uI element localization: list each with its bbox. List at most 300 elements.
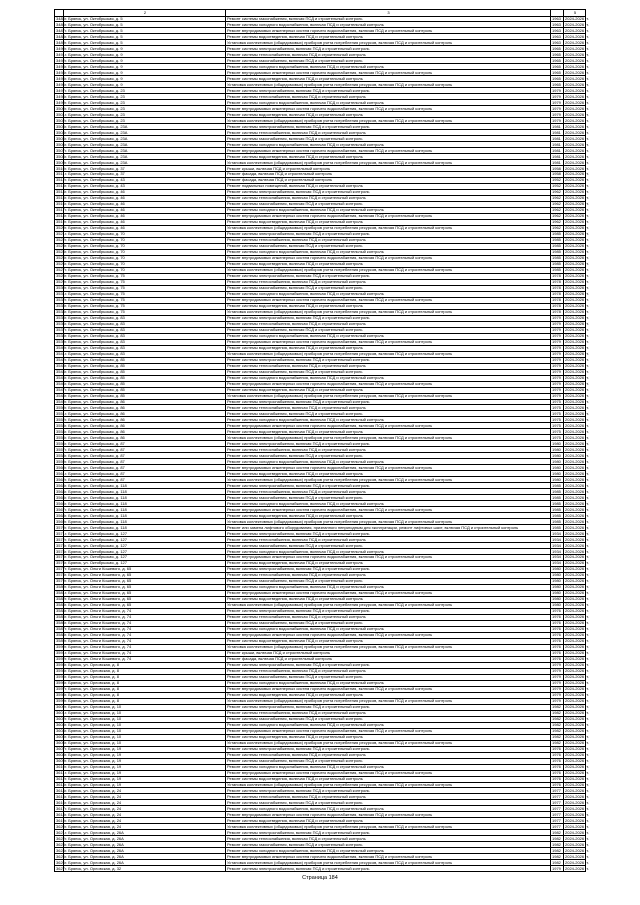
work-type-cell: Ремонт внутридомовых инженерных систем горячего водоснабжения, включая ПСД и строительный контроль <box>226 255 551 261</box>
work-type-cell: Ремонт системы газоснабжения, включая ПСД и строительный контроль <box>226 243 551 249</box>
build-year-cell: 1977 <box>551 812 564 818</box>
work-type-cell: Ремонт системы холодного водоснабжения, включая ПСД и строительный контроль <box>226 806 551 812</box>
planned-period-cell: 2024-2026 гг. <box>565 33 589 39</box>
build-year-cell: 1962 <box>551 219 564 225</box>
work-type-cell: Ремонт системы электроснабжения, включая ПСД и строительный контроль <box>226 273 551 279</box>
work-type-cell: Ремонт системы электроснабжения, включая ПСД и строительный контроль <box>226 483 551 489</box>
work-type-cell: Ремонт внутридомовых инженерных систем горячего водоснабжения, включая ПСД и строительный контроль <box>226 812 551 818</box>
planned-period-cell: 2024-2026 гг. <box>565 99 589 105</box>
build-year-cell: 1979 <box>551 88 564 94</box>
work-type-cell: Ремонт системы теплоснабжения, включая ПСД и строительный контроль <box>226 196 551 202</box>
work-type-cell: Установка коллективных (общедомовых) приборов учета потребления ресурсов, включая ПСД и строительный контроль <box>226 698 551 704</box>
work-type-cell: Ремонт системы теплоснабжения, включая ПСД и строительный контроль <box>226 614 551 620</box>
work-type-cell: Ремонт фасада, включая ПСД и строительный контроль <box>226 656 551 662</box>
work-type-cell: Установка коллективных (общедомовых) приборов учета потребления ресурсов, включая ПСД и строительный контроль <box>226 351 551 357</box>
row-number-cell: 3525 <box>56 255 65 261</box>
address-cell: г. Брянск, ул. Октябрьская, д. 118 <box>64 489 226 495</box>
address-cell: г. Брянск, ул. Орловская, д. 8 <box>64 686 226 692</box>
row-number-cell: 3601 <box>56 710 65 716</box>
address-cell: г. Брянск, ул. Орловская, д. 26А <box>64 854 226 860</box>
build-year-cell: 1985 <box>551 501 564 507</box>
row-number-cell: 3548 <box>56 392 65 398</box>
row-number-cell: 3578 <box>56 572 65 578</box>
column-header-2: 2 <box>64 10 226 17</box>
planned-period-cell: 2024-2026 гг. <box>565 297 589 303</box>
planned-period-cell: 2024-2026 гг. <box>565 261 589 267</box>
build-year-cell: 1982 <box>551 734 564 740</box>
planned-period-cell: 2024-2026 гг. <box>565 584 589 590</box>
planned-period-cell: 2024-2026 гг. <box>565 823 589 829</box>
work-type-cell: Ремонт системы водоотведения, включая ПСД и строительный контроль <box>226 818 551 824</box>
address-cell: г. Брянск, ул. Орловская, д. 19 <box>64 776 226 782</box>
address-cell: г. Брянск, ул. Орловская, д. 10 <box>64 722 226 728</box>
planned-period-cell: 2024-2026 гг. <box>565 674 589 680</box>
work-type-cell: Ремонт внутридомовых инженерных систем горячего водоснабжения, включая ПСД и строительный контроль <box>226 728 551 734</box>
work-type-cell: Ремонт системы электроснабжения, включая ПСД и строительный контроль <box>226 746 551 752</box>
work-type-cell: Ремонт системы холодного водоснабжения, включая ПСД и строительный контроль <box>226 333 551 339</box>
row-number-cell: 3596 <box>56 680 65 686</box>
work-type-cell: Ремонт системы электроснабжения, включая ПСД и строительный контроль <box>226 662 551 668</box>
address-cell: г. Брянск, ул. Октябрьская, д. 23 <box>64 106 226 112</box>
planned-period-cell: 2024-2026 гг. <box>565 380 589 386</box>
work-type-cell: Ремонт системы электроснабжения, включая ПСД и строительный контроль <box>226 357 551 363</box>
address-cell: г. Брянск, ул. Октябрьская, д. 75 <box>64 273 226 279</box>
address-cell: г. Брянск, ул. Октябрьская, д. 86 <box>64 399 226 405</box>
row-number-cell: 3546 <box>56 380 65 386</box>
row-number-cell: 3498 <box>56 93 65 99</box>
row-number-cell: 3532 <box>56 297 65 303</box>
work-type-cell: Ремонт системы теплоснабжения, включая ПСД и строительный контроль <box>226 537 551 543</box>
build-year-cell: 1962 <box>551 208 564 214</box>
work-type-cell: Ремонт системы водоотведения, включая ПСД и строительный контроль <box>226 776 551 782</box>
planned-period-cell: 2024-2026 гг. <box>565 434 589 440</box>
address-cell: г. Брянск, ул. Октябрьская, д. 75 <box>64 285 226 291</box>
planned-period-cell: 2024-2026 гг. <box>565 452 589 458</box>
address-cell: г. Брянск, ул. Октябрьская, д. 9 <box>64 64 226 70</box>
address-cell: г. Брянск, ул. Октябрьская, д. 86 <box>64 405 226 411</box>
column-header-5: 5 <box>564 10 586 17</box>
address-cell: г. Брянск, ул. Октябрьская, д. 9 <box>64 46 226 52</box>
row-number-cell: 3496 <box>56 81 65 87</box>
planned-period-cell: 2024-2026 гг. <box>565 686 589 692</box>
build-year-cell: 1979 <box>551 333 564 339</box>
address-cell: г. Брянск, ул. Орловская, д. 19 <box>64 758 226 764</box>
planned-period-cell: 2024-2026 гг. <box>565 333 589 339</box>
planned-period-cell: 2024-2026 гг. <box>565 859 589 865</box>
work-type-cell: Установка коллективных (общедомовых) приборов учета потребления ресурсов, включая ПСД и строительный контроль <box>226 309 551 315</box>
address-cell: г. Брянск, ул. Ольги Кошевого, д. 65 <box>64 567 226 573</box>
build-year-cell: 1934 <box>551 537 564 543</box>
address-cell: г. Брянск, ул. Орловская, д. 24 <box>64 818 226 824</box>
work-type-cell: Ремонт внутридомовых инженерных систем горячего водоснабжения, включая ПСД и строительный контроль <box>226 686 551 692</box>
planned-period-cell: 2024-2026 гг. <box>565 710 589 716</box>
work-type-cell: Ремонт системы теплоснабжения, включая ПСД и строительный контроль <box>226 752 551 758</box>
table-body <box>55 15 589 872</box>
row-number-cell: 3552 <box>56 416 65 422</box>
planned-period-cell: 2024-2026 гг. <box>565 255 589 261</box>
planned-period-cell: 2024-2026 гг. <box>565 482 589 488</box>
work-type-cell: Ремонт системы холодного водоснабжения, включая ПСД и строительный контроль <box>226 22 551 28</box>
planned-period-cell: 2024-2026 гг. <box>565 572 589 578</box>
planned-period-cell: 2024-2026 гг. <box>565 189 589 195</box>
address-cell: г. Брянск, ул. Октябрьская, д. 85 <box>64 375 226 381</box>
address-cell: г. Брянск, ул. Орловская, д. 19 <box>64 764 226 770</box>
address-cell: г. Брянск, ул. Октябрьская, д. 118 <box>64 525 226 531</box>
work-type-cell: Ремонт системы газоснабжения, включая ПСД и строительный контроль <box>226 369 551 375</box>
build-year-cell: 1980 <box>551 591 564 597</box>
planned-period-cell: 2024-2026 гг. <box>565 518 589 524</box>
work-type-cell: Ремонт системы водоотведения, включая ПСД и строительный контроль <box>226 513 551 519</box>
address-cell: г. Брянск, ул. Ольги Кошевого, д. 74 <box>64 632 226 638</box>
build-year-cell: 1963 <box>551 16 564 22</box>
build-year-cell: 1975 <box>551 399 564 405</box>
build-year-cell: 1976 <box>551 656 564 662</box>
row-number-cell: 3603 <box>56 722 65 728</box>
row-number-cell: 3529 <box>56 279 65 285</box>
work-type-cell: Ремонт системы теплоснабжения, включая ПСД и строительный контроль <box>226 237 551 243</box>
planned-period-cell: 2024-2026 гг. <box>565 524 589 530</box>
planned-period-cell: 2024-2026 гг. <box>565 339 589 345</box>
row-number-cell: 3623 <box>56 841 65 847</box>
work-type-cell: Установка коллективных (общедомовых) приборов учета потребления ресурсов, включая ПСД и строительный контроль <box>226 225 551 231</box>
row-number-cell: 3531 <box>56 291 65 297</box>
work-type-cell: Установка коллективных (общедомовых) приборов учета потребления ресурсов, включая ПСД и строительный контроль <box>226 519 551 525</box>
row-number-cell: 3533 <box>56 303 65 309</box>
planned-period-cell: 2024-2026 гг. <box>565 374 589 380</box>
planned-period-cell: 2024-2026 гг. <box>565 201 589 207</box>
work-type-cell: Ремонт системы теплоснабжения, включая ПСД и строительный контроль <box>226 94 551 100</box>
planned-period-cell: 2024-2026 гг. <box>565 39 589 45</box>
row-number-cell: 3553 <box>56 422 65 428</box>
row-number-cell: 3622 <box>56 835 65 841</box>
build-year-cell: 1977 <box>551 788 564 794</box>
build-year-cell: 1975 <box>551 405 564 411</box>
row-number-cell: 3592 <box>56 656 65 662</box>
row-number-cell: 3485 <box>56 15 65 21</box>
row-number-cell: 3574 <box>56 548 65 554</box>
build-year-cell: 1965 <box>551 70 564 76</box>
work-type-cell: Ремонт системы холодного водоснабжения, включая ПСД и строительный контроль <box>226 459 551 465</box>
build-year-cell: 1963 <box>551 40 564 46</box>
row-number-cell: 3576 <box>56 560 65 566</box>
address-cell: г. Брянск, ул. Орловская, д. 24 <box>64 794 226 800</box>
row-number-cell: 3611 <box>56 769 65 775</box>
row-number-cell: 3563 <box>56 482 65 488</box>
address-cell: г. Брянск, ул. Октябрьская, д. 23А <box>64 130 226 136</box>
row-number-cell: 3530 <box>56 285 65 291</box>
work-type-cell: Ремонт внутридомовых инженерных систем горячего водоснабжения, включая ПСД и строительный контроль <box>226 148 551 154</box>
row-number-cell: 3524 <box>56 249 65 255</box>
row-number-cell: 3613 <box>56 781 65 787</box>
work-type-cell: Ремонт системы газоснабжения, включая ПСД и строительный контроль <box>226 800 551 806</box>
row-number-cell: 3584 <box>56 608 65 614</box>
build-year-cell: 1981 <box>551 142 564 148</box>
address-cell: г. Брянск, ул. Орловская, д. 24 <box>64 800 226 806</box>
planned-period-cell: 2024-2026 гг. <box>565 147 589 153</box>
address-cell: г. Брянск, ул. Октябрьская, д. 118 <box>64 507 226 513</box>
planned-period-cell: 2024-2026 гг. <box>565 560 589 566</box>
work-type-cell: Ремонт системы электроснабжения, включая ПСД и строительный контроль <box>226 124 551 130</box>
address-cell: г. Брянск, ул. Орловская, д. 24 <box>64 788 226 794</box>
row-number-cell: 3523 <box>56 243 65 249</box>
work-type-cell: Ремонт системы электроснабжения, включая ПСД и строительный контроль <box>226 399 551 405</box>
build-year-cell: 1979 <box>551 345 564 351</box>
planned-period-cell: 2024-2026 гг. <box>565 805 589 811</box>
planned-period-cell: 2024-2026 гг. <box>565 231 589 237</box>
planned-period-cell: 2024-2026 гг. <box>565 644 589 650</box>
planned-period-cell: 2024-2026 гг. <box>565 781 589 787</box>
work-type-cell: Ремонт системы газоснабжения, включая ПСД и строительный контроль <box>226 620 551 626</box>
row-number-cell: 3511 <box>56 171 65 177</box>
row-number-cell: 3490 <box>56 45 65 51</box>
build-year-cell: 1979 <box>551 686 564 692</box>
address-cell: г. Брянск, ул. Ольги Кошевого, д. 74 <box>64 614 226 620</box>
address-cell: г. Брянск, ул. Октябрьская, д. 87 <box>64 441 226 447</box>
address-cell: г. Брянск, ул. Октябрьская, д. 23А <box>64 148 226 154</box>
build-year-cell: 1965 <box>551 46 564 52</box>
repair-register-table <box>54 9 589 872</box>
address-cell: г. Брянск, ул. Октябрьская, д. 5 <box>64 34 226 40</box>
work-type-cell: Ремонт системы теплоснабжения, включая ПСД и строительный контроль <box>226 794 551 800</box>
work-type-cell: Ремонт системы электроснабжения, включая ПСД и строительный контроль <box>226 866 551 872</box>
row-number-cell: 3599 <box>56 698 65 704</box>
build-year-cell: 1980 <box>551 459 564 465</box>
address-cell: г. Брянск, ул. Октябрьская, д. 127 <box>64 549 226 555</box>
row-number-cell: 3495 <box>56 75 65 81</box>
address-cell: г. Брянск, ул. Ольги Кошевого, д. 65 <box>64 585 226 591</box>
work-type-cell: Ремонт системы водоотведения, включая ПСД и строительный контроль <box>226 429 551 435</box>
row-number-cell: 3582 <box>56 596 65 602</box>
address-cell: г. Брянск, ул. Октябрьская, д. 83 <box>64 321 226 327</box>
address-cell: г. Брянск, ул. Октябрьская, д. 118 <box>64 483 226 489</box>
build-year-cell: 1975 <box>551 429 564 435</box>
build-year-cell: 1976 <box>551 752 564 758</box>
work-type-cell: Ремонт внутридомовых инженерных систем горячего водоснабжения, включая ПСД и строительный контроль <box>226 297 551 303</box>
work-type-cell: Ремонт системы газоснабжения, включая ПСД и строительный контроль <box>226 495 551 501</box>
row-number-cell: 3617 <box>56 805 65 811</box>
work-type-cell: Ремонт системы холодного водоснабжения, включая ПСД и строительный контроль <box>226 680 551 686</box>
planned-period-cell: 2024-2026 гг. <box>565 273 589 279</box>
work-type-cell: Ремонт системы холодного водоснабжения, включая ПСД и строительный контроль <box>226 848 551 854</box>
address-cell: г. Брянск, ул. Октябрьская, д. 23 <box>64 94 226 100</box>
row-number-cell: 3577 <box>56 566 65 572</box>
build-year-cell: 1985 <box>551 513 564 519</box>
row-number-cell: 3626 <box>56 859 65 865</box>
build-year-cell: 1985 <box>551 483 564 489</box>
build-year-cell: 1985 <box>551 525 564 531</box>
address-cell: г. Брянск, ул. Ольги Кошевого, д. 74 <box>64 626 226 632</box>
row-number-cell: 3535 <box>56 315 65 321</box>
build-year-cell: 1980 <box>551 453 564 459</box>
planned-period-cell: 2024-2026 гг. <box>565 225 589 231</box>
address-cell: г. Брянск, ул. Октябрьская, д. 5 <box>64 16 226 22</box>
work-type-cell: Ремонт системы теплоснабжения, включая ПСД и строительный контроль <box>226 668 551 674</box>
address-cell: г. Брянск, ул. Октябрьская, д. 37 <box>64 172 226 178</box>
address-cell: г. Брянск, ул. Орловская, д. 8 <box>64 680 226 686</box>
page-number: Страница 184 <box>302 875 338 881</box>
build-year-cell: 1978 <box>551 303 564 309</box>
planned-period-cell: 2024-2026 гг. <box>565 285 589 291</box>
build-year-cell: 1952 <box>551 178 564 184</box>
planned-period-cell: 2024-2026 гг. <box>565 303 589 309</box>
planned-period-cell: 2024-2026 гг. <box>565 596 589 602</box>
build-year-cell: 1965 <box>551 52 564 58</box>
work-type-cell: Установка коллективных (общедомовых) приборов учета потребления ресурсов, включая ПСД и строительный контроль <box>226 118 551 124</box>
build-year-cell: 1980 <box>551 579 564 585</box>
planned-period-cell: 2024-2026 гг. <box>565 93 589 99</box>
build-year-cell: 1982 <box>551 710 564 716</box>
work-type-cell: Ремонт системы электроснабжения, включая ПСД и строительный контроль <box>226 830 551 836</box>
row-number-cell: 3612 <box>56 775 65 781</box>
work-type-cell: Ремонт системы холодного водоснабжения, включая ПСД и строительный контроль <box>226 585 551 591</box>
address-cell: г. Брянск, ул. Орловская, д. 19 <box>64 746 226 752</box>
work-type-cell: Ремонт системы холодного водоснабжения, включая ПСД и строительный контроль <box>226 375 551 381</box>
address-cell: г. Брянск, ул. Октябрьская, д. 86 <box>64 423 226 429</box>
row-number-cell: 3586 <box>56 620 65 626</box>
address-cell: г. Брянск, ул. Октябрьская, д. 86 <box>64 435 226 441</box>
build-year-cell: 1934 <box>551 543 564 549</box>
address-cell: г. Брянск, ул. Октябрьская, д. 87 <box>64 459 226 465</box>
row-number-cell: 3608 <box>56 751 65 757</box>
build-year-cell: 1981 <box>551 160 564 166</box>
build-year-cell: 1979 <box>551 387 564 393</box>
work-type-cell: Ремонт системы электроснабжения, включая ПСД и строительный контроль <box>226 190 551 196</box>
build-year-cell: 1979 <box>551 94 564 100</box>
row-number-cell: 3499 <box>56 99 65 105</box>
build-year-cell: 1980 <box>551 602 564 608</box>
planned-period-cell: 2024-2026 гг. <box>565 614 589 620</box>
work-type-cell: Ремонт системы газоснабжения, включая ПСД и строительный контроль <box>226 136 551 142</box>
build-year-cell: 1975 <box>551 417 564 423</box>
row-number-cell: 3566 <box>56 500 65 506</box>
address-cell: г. Брянск, ул. Ольги Кошевого, д. 65 <box>64 602 226 608</box>
build-year-cell: 1979 <box>551 357 564 363</box>
row-number-cell: 3540 <box>56 345 65 351</box>
address-cell: г. Брянск, ул. Октябрьская, д. 70 <box>64 237 226 243</box>
build-year-cell: 1958 <box>551 166 564 172</box>
planned-period-cell: 2024-2026 гг. <box>565 105 589 111</box>
work-type-cell: Ремонт системы холодного водоснабжения, включая ПСД и строительный контроль <box>226 208 551 214</box>
work-type-cell: Ремонт системы электроснабжения, включая ПСД и строительный контроль <box>226 315 551 321</box>
address-cell: г. Брянск, ул. Октябрьская, д. 127 <box>64 555 226 561</box>
planned-period-cell: 2024-2026 гг. <box>565 500 589 506</box>
build-year-cell: 1979 <box>551 112 564 118</box>
planned-period-cell: 2024-2026 гг. <box>565 321 589 327</box>
row-number-cell: 3514 <box>56 189 65 195</box>
build-year-cell: 1979 <box>551 339 564 345</box>
work-type-cell: Ремонт системы теплоснабжения, включая ПСД и строительный контроль <box>226 130 551 136</box>
planned-period-cell: 2024-2026 гг. <box>565 27 589 33</box>
planned-period-cell: 2024-2026 гг. <box>565 656 589 662</box>
work-type-cell: Ремонт системы холодного водоснабжения, включая ПСД и строительный контроль <box>226 291 551 297</box>
planned-period-cell: 2024-2026 гг. <box>565 177 589 183</box>
address-cell: г. Брянск, ул. Октябрьская, д. 87 <box>64 453 226 459</box>
work-type-cell: Ремонт внутридомовых инженерных систем горячего водоснабжения, включая ПСД и строительный контроль <box>226 70 551 76</box>
work-type-cell: Ремонт внутридомовых инженерных систем горячего водоснабжения, включая ПСД и строительный контроль <box>226 106 551 112</box>
address-cell: г. Брянск, ул. Орловская, д. 10 <box>64 728 226 734</box>
planned-period-cell: 2024-2026 гг. <box>565 45 589 51</box>
build-year-cell: 1976 <box>551 638 564 644</box>
work-type-cell: Ремонт системы газоснабжения, включая ПСД и строительный контроль <box>226 16 551 22</box>
row-number-cell: 3560 <box>56 464 65 470</box>
address-cell: г. Брянск, ул. Октябрьская, д. 43 <box>64 178 226 184</box>
row-number-cell: 3527 <box>56 267 65 273</box>
build-year-cell: 1985 <box>551 489 564 495</box>
row-number-cell: 3606 <box>56 740 65 745</box>
table-row <box>55 866 586 872</box>
work-type-cell: Ремонт внутридомовых инженерных систем горячего водоснабжения, включая ПСД и строительный контроль <box>226 591 551 597</box>
address-cell: г. Брянск, ул. Октябрьская, д. 23А <box>64 160 226 166</box>
work-type-cell: Ремонт внутридомовых инженерных систем горячего водоснабжения, включая ПСД и строительный контроль <box>226 423 551 429</box>
build-year-cell: 1962 <box>551 202 564 208</box>
work-type-cell: Ремонт крыши, включая ПСД и строительный контроль <box>226 166 551 172</box>
build-year-cell: 1976 <box>551 764 564 770</box>
row-number-cell: 3501 <box>56 111 65 117</box>
row-number-cell: 3534 <box>56 309 65 315</box>
row-number-cell: 3518 <box>56 213 65 219</box>
row-number-cell: 3542 <box>56 357 65 362</box>
planned-period-cell: 2024-2026 гг. <box>565 81 589 87</box>
row-number-cell: 3619 <box>56 817 65 823</box>
row-number-cell: 3502 <box>56 117 65 123</box>
planned-period-cell: 2024-2026 гг. <box>565 398 589 404</box>
row-number-cell: 3547 <box>56 386 65 392</box>
row-number-cell: 3607 <box>56 745 65 751</box>
work-type-cell: Ремонт крыши, включая ПСД и строительный контроль <box>226 650 551 656</box>
planned-period-cell: 2024-2026 гг. <box>565 548 589 554</box>
row-number-cell: 3557 <box>56 446 65 452</box>
row-number-cell: 3575 <box>56 554 65 560</box>
address-cell: г. Брянск, ул. Орловская, д. 24 <box>64 824 226 830</box>
row-number-cell: 3581 <box>56 590 65 596</box>
planned-period-cell: 2024-2026 гг. <box>565 123 589 129</box>
row-number-cell: 3627 <box>56 865 65 871</box>
row-number-cell: 3625 <box>56 853 65 859</box>
row-number-cell: 3551 <box>56 410 65 416</box>
address-cell: г. Брянск, ул. Октябрьская, д. 87 <box>64 471 226 477</box>
build-year-cell: 1985 <box>551 261 564 267</box>
address-cell: г. Брянск, ул. Ольги Кошевого, д. 65 <box>64 591 226 597</box>
row-number-cell: 3580 <box>56 584 65 590</box>
row-number-cell: 3545 <box>56 374 65 380</box>
row-number-cell: 3504 <box>56 129 65 135</box>
address-cell: г. Брянск, ул. Орловская, д. 26А <box>64 848 226 854</box>
planned-period-cell: 2024-2026 гг. <box>565 494 589 500</box>
address-cell: г. Брянск, ул. Орловская, д. 10 <box>64 710 226 716</box>
build-year-cell: 1963 <box>551 22 564 28</box>
work-type-cell: Ремонт или замена лифтового оборудования, признанного непригодным для эксплуатации, ремонт лифтовых шахт, включая ПСД и строительный контроль <box>226 525 551 531</box>
row-number-cell: 3497 <box>56 87 65 93</box>
row-number-cell: 3588 <box>56 632 65 638</box>
address-cell: г. Брянск, ул. Ольги Кошевого, д. 65 <box>64 579 226 585</box>
work-type-cell: Ремонт системы электроснабжения, включая ПСД и строительный контроль <box>226 704 551 710</box>
planned-period-cell: 2024-2026 гг. <box>565 446 589 452</box>
address-cell: г. Брянск, ул. Октябрьская, д. 127 <box>64 537 226 543</box>
build-year-cell: 1982 <box>551 830 564 836</box>
planned-period-cell: 2024-2026 гг. <box>565 620 589 626</box>
work-type-cell: Ремонт внутридомовых инженерных систем горячего водоснабжения, включая ПСД и строительный контроль <box>226 770 551 776</box>
build-year-cell: 1985 <box>551 519 564 525</box>
planned-period-cell: 2024-2026 гг. <box>565 668 589 674</box>
address-cell: г. Брянск, ул. Октябрьская, д. 118 <box>64 513 226 519</box>
row-number-cell: 3519 <box>56 219 65 225</box>
work-type-cell: Ремонт системы холодного водоснабжения, включая ПСД и строительный контроль <box>226 64 551 70</box>
build-year-cell: 1977 <box>551 818 564 824</box>
work-type-cell: Ремонт внутридомовых инженерных систем горячего водоснабжения, включая ПСД и строительный контроль <box>226 854 551 860</box>
row-number-cell: 3494 <box>56 69 65 75</box>
work-type-cell: Ремонт системы холодного водоснабжения, включая ПСД и строительный контроль <box>226 249 551 255</box>
build-year-cell: 1977 <box>551 794 564 800</box>
